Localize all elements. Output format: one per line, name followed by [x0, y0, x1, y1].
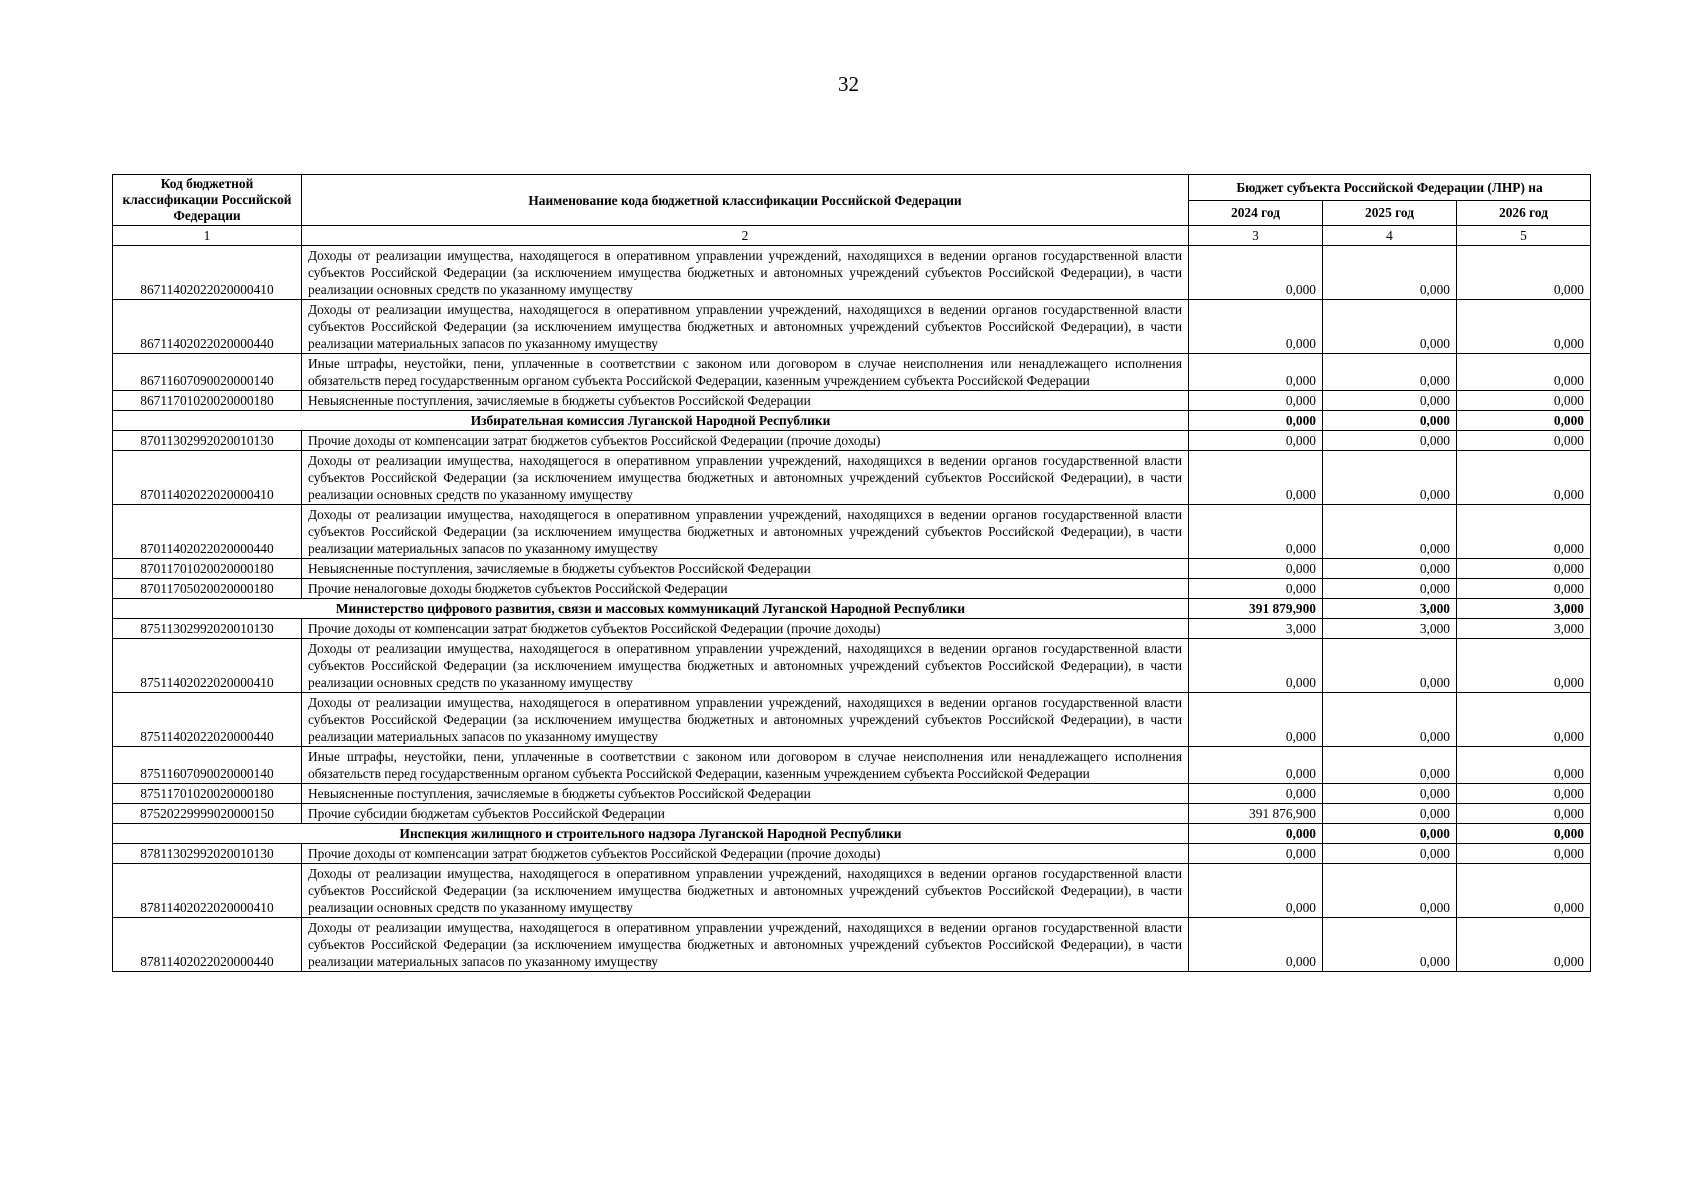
header-name-column: Наименование кода бюджетной классификации Российской Федерации	[302, 175, 1189, 226]
value-2024: 0,000	[1189, 747, 1323, 784]
budget-code: 87011705020020000180	[113, 579, 302, 599]
budget-code-name: Доходы от реализации имущества, находящегося в оперативном управлении учреждений, находящихся в ведении органов государственной власти субъектов Российской Федерации (за исключением имущества бюджетных и автономных учреждений субъектов Российской Федерации), в части реализации основных средств по указанному имуществу	[302, 864, 1189, 918]
value-2026: 0,000	[1457, 431, 1591, 451]
budget-code: 86711701020020000180	[113, 391, 302, 411]
budget-code-name: Доходы от реализации имущества, находящегося в оперативном управлении учреждений, находящихся в ведении органов государственной власти субъектов Российской Федерации (за исключением имущества бюджетных и автономных учреждений субъектов Российской Федерации), в части реализации основных средств по указанному имуществу	[302, 639, 1189, 693]
value-2026: 0,000	[1457, 693, 1591, 747]
value-2026: 0,000	[1457, 391, 1591, 411]
budget-code-name: Иные штрафы, неустойки, пени, уплаченные в соответствии с законом или договором в случае неисполнения или ненадлежащего исполнения обязательств перед государственным органом субъекта Российской Федерации, казенным учреждением субъекта Российской Федерации	[302, 747, 1189, 784]
table-row	[113, 693, 1591, 747]
budget-code-name: Доходы от реализации имущества, находящегося в оперативном управлении учреждений, находящихся в ведении органов государственной власти субъектов Российской Федерации (за исключением имущества бюджетных и автономных учреждений субъектов Российской Федерации), в части реализации материальных запасов по указанному имуществу	[302, 693, 1189, 747]
budget-code: 87011701020020000180	[113, 559, 302, 579]
value-2024: 0,000	[1189, 246, 1323, 300]
value-2026: 0,000	[1457, 505, 1591, 559]
value-2026: 0,000	[1457, 559, 1591, 579]
budget-code-name: Невыясненные поступления, зачисляемые в бюджеты субъектов Российской Федерации	[302, 784, 1189, 804]
value-2024: 0,000	[1189, 639, 1323, 693]
value-2025: 0,000	[1323, 354, 1457, 391]
budget-table	[112, 174, 1591, 972]
value-2026: 0,000	[1457, 451, 1591, 505]
section-title: Министерство цифрового развития, связи и массовых коммуникаций Луганской Народной Республики	[113, 599, 1189, 619]
table-row	[113, 844, 1591, 864]
budget-code: 87511302992020010130	[113, 619, 302, 639]
header-year-2026: 2026 год	[1457, 200, 1591, 226]
section-title: Инспекция жилищного и строительного надзора Луганской Народной Республики	[113, 824, 1189, 844]
value-2025: 0,000	[1323, 505, 1457, 559]
budget-code: 86711402022020000440	[113, 300, 302, 354]
table-row	[113, 391, 1591, 411]
budget-code: 87811402022020000440	[113, 918, 302, 972]
table-row	[113, 619, 1591, 639]
budget-code: 87011302992020010130	[113, 431, 302, 451]
value-2024: 0,000	[1189, 824, 1323, 844]
value-2024: 0,000	[1189, 693, 1323, 747]
value-2025: 0,000	[1323, 844, 1457, 864]
table-row	[113, 451, 1591, 505]
budget-code: 87511402022020000410	[113, 639, 302, 693]
column-number-5: 5	[1457, 226, 1591, 246]
table-body	[113, 246, 1591, 972]
value-2026: 0,000	[1457, 844, 1591, 864]
table-row	[113, 559, 1591, 579]
budget-code-name: Доходы от реализации имущества, находящегося в оперативном управлении учреждений, находящихся в ведении органов государственной власти субъектов Российской Федерации (за исключением имущества бюджетных и автономных учреждений субъектов Российской Федерации), в части реализации основных средств по указанному имуществу	[302, 451, 1189, 505]
value-2025: 0,000	[1323, 918, 1457, 972]
value-2025: 0,000	[1323, 246, 1457, 300]
budget-code-name: Доходы от реализации имущества, находящегося в оперативном управлении учреждений, находящихся в ведении органов государственной власти субъектов Российской Федерации (за исключением имущества бюджетных и автономных учреждений субъектов Российской Федерации), в части реализации материальных запасов по указанному имуществу	[302, 505, 1189, 559]
budget-code: 86711607090020000140	[113, 354, 302, 391]
value-2026: 0,000	[1457, 300, 1591, 354]
value-2024: 0,000	[1189, 844, 1323, 864]
value-2025: 3,000	[1323, 619, 1457, 639]
value-2024: 0,000	[1189, 579, 1323, 599]
value-2026: 0,000	[1457, 411, 1591, 431]
table-header	[113, 175, 1591, 246]
budget-code: 87511701020020000180	[113, 784, 302, 804]
budget-code-name: Прочие субсидии бюджетам субъектов Российской Федерации	[302, 804, 1189, 824]
budget-code-name: Прочие неналоговые доходы бюджетов субъектов Российской Федерации	[302, 579, 1189, 599]
value-2025: 0,000	[1323, 451, 1457, 505]
column-number-2: 2	[302, 226, 1189, 246]
table-row	[113, 639, 1591, 693]
section-title: Избирательная комиссия Луганской Народной Республики	[113, 411, 1189, 431]
value-2025: 0,000	[1323, 824, 1457, 844]
value-2024: 391 876,900	[1189, 804, 1323, 824]
value-2025: 0,000	[1323, 864, 1457, 918]
value-2026: 0,000	[1457, 918, 1591, 972]
section-row	[113, 411, 1591, 431]
table-row	[113, 579, 1591, 599]
value-2026: 0,000	[1457, 747, 1591, 784]
value-2025: 0,000	[1323, 784, 1457, 804]
value-2024: 0,000	[1189, 784, 1323, 804]
value-2026: 0,000	[1457, 864, 1591, 918]
budget-code: 87511607090020000140	[113, 747, 302, 784]
value-2026: 3,000	[1457, 619, 1591, 639]
column-number-4: 4	[1323, 226, 1457, 246]
value-2024: 0,000	[1189, 451, 1323, 505]
value-2026: 0,000	[1457, 579, 1591, 599]
value-2025: 0,000	[1323, 300, 1457, 354]
value-2026: 3,000	[1457, 599, 1591, 619]
table-row	[113, 747, 1591, 784]
value-2026: 0,000	[1457, 784, 1591, 804]
value-2025: 3,000	[1323, 599, 1457, 619]
budget-code: 87811302992020010130	[113, 844, 302, 864]
table-row	[113, 354, 1591, 391]
column-number-1: 1	[113, 226, 302, 246]
budget-code-name: Доходы от реализации имущества, находящегося в оперативном управлении учреждений, находящихся в ведении органов государственной власти субъектов Российской Федерации (за исключением имущества бюджетных и автономных учреждений субъектов Российской Федерации), в части реализации материальных запасов по указанному имуществу	[302, 918, 1189, 972]
table-row	[113, 784, 1591, 804]
section-row	[113, 824, 1591, 844]
budget-code: 87811402022020000410	[113, 864, 302, 918]
budget-code-name: Невыясненные поступления, зачисляемые в бюджеты субъектов Российской Федерации	[302, 391, 1189, 411]
value-2024: 0,000	[1189, 864, 1323, 918]
value-2026: 0,000	[1457, 824, 1591, 844]
table-row	[113, 505, 1591, 559]
table-row	[113, 918, 1591, 972]
budget-code-name: Доходы от реализации имущества, находящегося в оперативном управлении учреждений, находящихся в ведении органов государственной власти субъектов Российской Федерации (за исключением имущества бюджетных и автономных учреждений субъектов Российской Федерации), в части реализации основных средств по указанному имуществу	[302, 246, 1189, 300]
value-2025: 0,000	[1323, 391, 1457, 411]
value-2024: 0,000	[1189, 391, 1323, 411]
value-2025: 0,000	[1323, 693, 1457, 747]
value-2025: 0,000	[1323, 411, 1457, 431]
budget-code-name: Прочие доходы от компенсации затрат бюджетов субъектов Российской Федерации (прочие доходы)	[302, 431, 1189, 451]
budget-code-name: Доходы от реализации имущества, находящегося в оперативном управлении учреждений, находящихся в ведении органов государственной власти субъектов Российской Федерации (за исключением имущества бюджетных и автономных учреждений субъектов Российской Федерации), в части реализации материальных запасов по указанному имуществу	[302, 300, 1189, 354]
budget-code-name: Невыясненные поступления, зачисляемые в бюджеты субъектов Российской Федерации	[302, 559, 1189, 579]
table-row	[113, 300, 1591, 354]
header-year-2024: 2024 год	[1189, 200, 1323, 226]
value-2024: 0,000	[1189, 300, 1323, 354]
value-2026: 0,000	[1457, 354, 1591, 391]
value-2026: 0,000	[1457, 639, 1591, 693]
value-2024: 0,000	[1189, 559, 1323, 579]
value-2025: 0,000	[1323, 747, 1457, 784]
budget-code: 87520229999020000150	[113, 804, 302, 824]
value-2025: 0,000	[1323, 804, 1457, 824]
budget-code: 86711402022020000410	[113, 246, 302, 300]
value-2024: 0,000	[1189, 354, 1323, 391]
value-2024: 391 879,900	[1189, 599, 1323, 619]
header-budget-group: Бюджет субъекта Российской Федерации (ЛНР) на	[1189, 175, 1591, 201]
column-number-3: 3	[1189, 226, 1323, 246]
budget-code: 87011402022020000440	[113, 505, 302, 559]
value-2024: 3,000	[1189, 619, 1323, 639]
table-row	[113, 246, 1591, 300]
budget-code-name: Прочие доходы от компенсации затрат бюджетов субъектов Российской Федерации (прочие доходы)	[302, 619, 1189, 639]
table-row	[113, 864, 1591, 918]
value-2025: 0,000	[1323, 639, 1457, 693]
budget-code-name: Прочие доходы от компенсации затрат бюджетов субъектов Российской Федерации (прочие доходы)	[302, 844, 1189, 864]
value-2025: 0,000	[1323, 559, 1457, 579]
section-row	[113, 599, 1591, 619]
value-2025: 0,000	[1323, 579, 1457, 599]
table-row	[113, 804, 1591, 824]
budget-code-name: Иные штрафы, неустойки, пени, уплаченные в соответствии с законом или договором в случае неисполнения или ненадлежащего исполнения обязательств перед государственным органом субъекта Российской Федерации, казенным учреждением субъекта Российской Федерации	[302, 354, 1189, 391]
header-code-column: Код бюджетной классификации Российской Федерации	[113, 175, 302, 226]
table-row	[113, 431, 1591, 451]
value-2026: 0,000	[1457, 246, 1591, 300]
value-2024: 0,000	[1189, 431, 1323, 451]
page-number: 32	[838, 72, 859, 96]
budget-code: 87011402022020000410	[113, 451, 302, 505]
value-2024: 0,000	[1189, 411, 1323, 431]
value-2025: 0,000	[1323, 431, 1457, 451]
budget-code: 87511402022020000440	[113, 693, 302, 747]
value-2024: 0,000	[1189, 918, 1323, 972]
header-year-2025: 2025 год	[1323, 200, 1457, 226]
value-2024: 0,000	[1189, 505, 1323, 559]
value-2026: 0,000	[1457, 804, 1591, 824]
